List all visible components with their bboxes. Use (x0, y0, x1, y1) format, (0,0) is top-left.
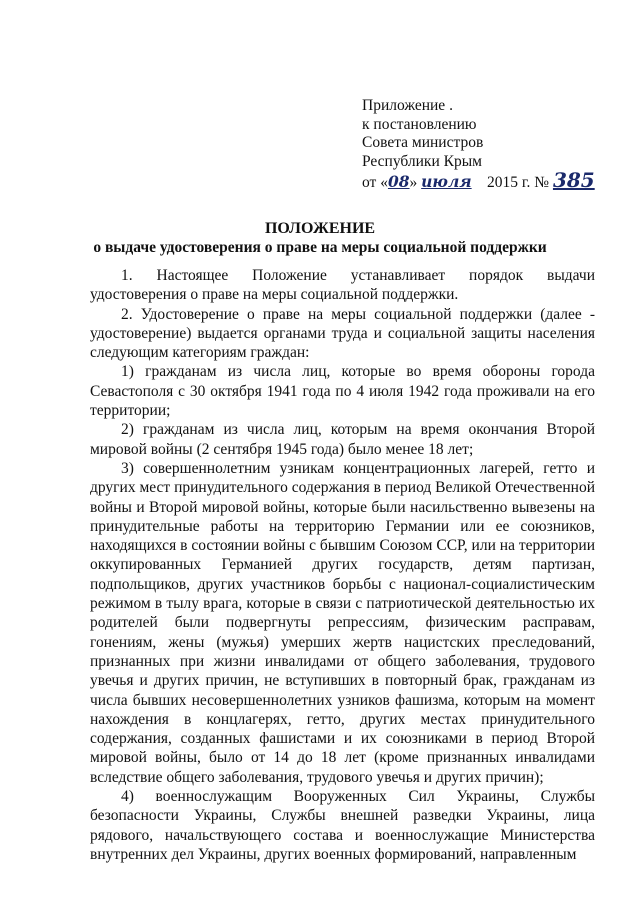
date-close-quote: » (409, 174, 418, 191)
document-subtitle: о выдаче удостоверения о праве на меры социальной поддержки (93, 239, 547, 256)
appendix-council: Совета министров (362, 134, 484, 151)
appendix-date-line (362, 168, 595, 193)
paragraph: 3) совершеннолетним узникам концентрационных лагерей, гетто и других мест принудительного содержания в период Великой Отечественной войны и Второй мировой войны, которые были насильственно вывезены на принудительные работы на территорию Германии или ее союзников, находящихся в состоянии войны с бывшим Союзом ССР, или на территории оккупированных Германией других государств, детям партизан, подпольщиков, других участников борьбы с национал-социалистическим режимом в тылу врага, которые в связи с патриотической деятельностью их родителей были подвергнуты репрессиям, физическим расправам, гонениям, жены (мужья) умерших жертв нацистских преследований, признанных при жизни инвалидами от общего заболевания, трудового увечья и других причин, не вступивших в повторный брак, гражданам из числа бывших несовершеннолетних узников фашизма, которым на момент нахождения в концлагерях, гетто, других местах принудительного содержания, созданных фашистами и их союзниками в период Второй мировой войны, было от 14 до 18 лет (кроме признанных инвалидами вследствие общего заболевания, трудового увечья и других причин); (90, 459, 595, 786)
document-title: ПОЛОЖЕНИЕ (264, 220, 376, 237)
date-year: 2015 г. № (483, 174, 553, 191)
document-number-handwritten: 385 (552, 168, 595, 192)
paragraph: 2) гражданам из числа лиц, которым на время окончания Второй мировой войны (2 сентября 1945 года) было менее 18 лет; (90, 421, 595, 458)
document-body (90, 266, 595, 864)
appendix-label: Приложение . (362, 97, 453, 114)
date-prefix: от « (362, 174, 388, 191)
paragraph: 1. Настоящее Положение устанавливает порядок выдачи удостоверения о праве на меры социальной поддержки. (90, 267, 595, 304)
date-month-handwritten: июля (421, 172, 472, 191)
paragraph: 1) гражданам из числа лиц, которые во время обороны города Севастополя с 30 октября 1941 года по 4 июля 1942 года проживали на его территории; (90, 363, 595, 420)
date-day-handwritten: 08 (387, 172, 410, 191)
appendix-header (362, 97, 595, 193)
paragraph: 2. Удостоверение о праве на меры социальной поддержки (далее - удостоверение) выдается органами труда и социальной защиты населения следующим категориям граждан: (90, 305, 595, 362)
paragraph: 4) военнослужащим Вооруженных Сил Украины, Службы безопасности Украины, Службы внешней разведки Украины, лица рядового, начальствующего состава и военнослужащие Министерства внутренних дел Украины, других военных формирований, направленным (90, 788, 595, 863)
appendix-resolution-ref: к постановлению (362, 115, 477, 133)
appendix-republic: Республики Крым (362, 152, 482, 170)
